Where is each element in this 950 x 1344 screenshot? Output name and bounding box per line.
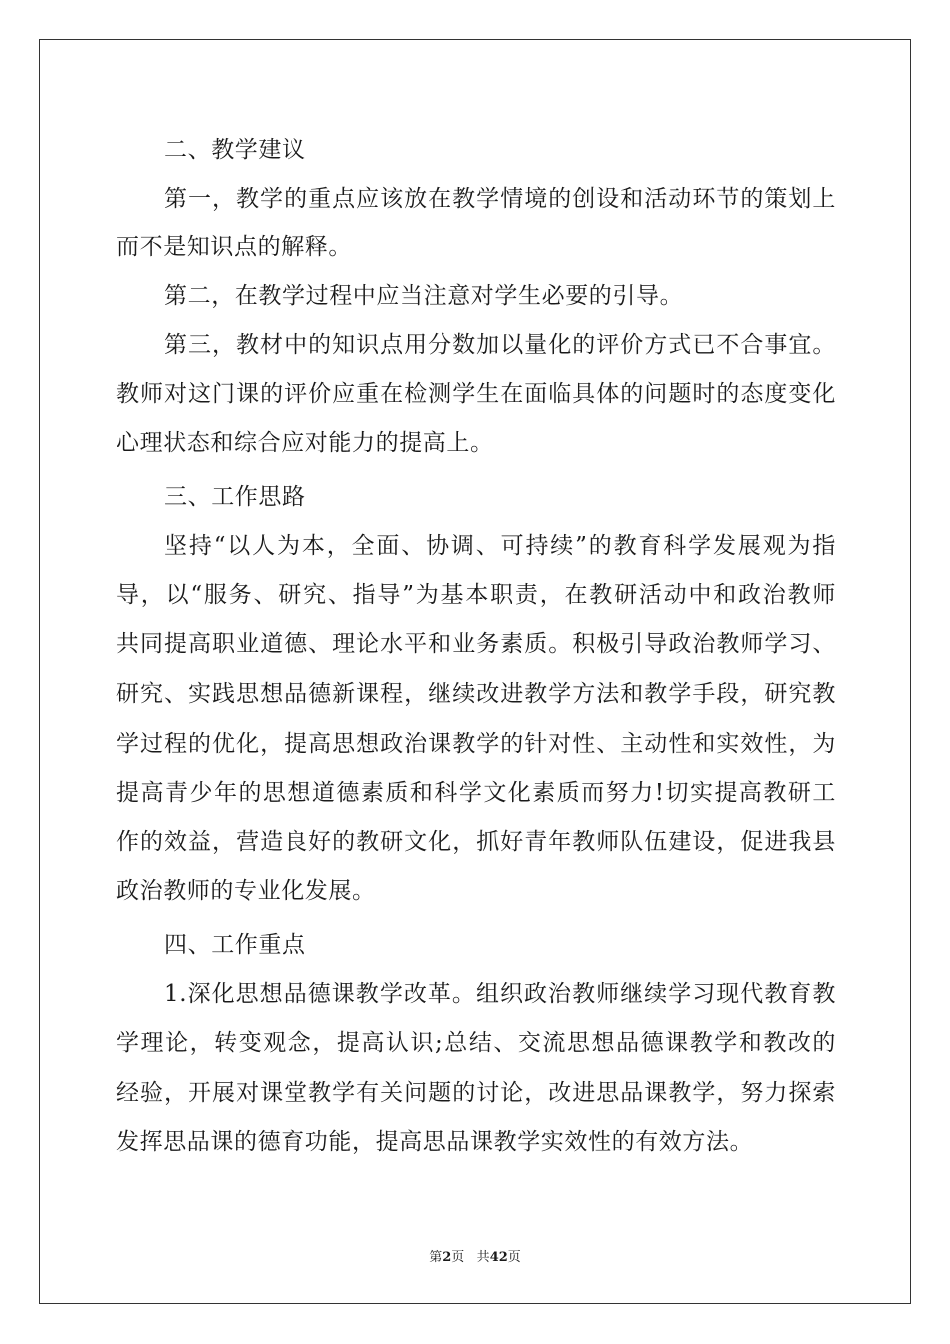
paragraph-line: 心理状态和综合应对能力的提高上。: [116, 430, 494, 456]
paragraph-line: 教师对这门课的评价应重在检测学生在面临具体的问题时的态度变化: [116, 381, 836, 407]
page-label-suffix: 页: [451, 1250, 465, 1265]
paragraph-line: 第一，教学的重点应该放在教学情境的创设和活动环节的策划上: [164, 186, 836, 212]
paragraph-line: 学过程的优化，提高思想政治课教学的针对性、主动性和实效性，为: [116, 731, 836, 757]
paragraph-line: 第三，教材中的知识点用分数加以量化的评价方式已不合事宜。: [164, 332, 836, 358]
total-page-number: 42: [489, 1250, 508, 1265]
paragraph-line: 坚持“以人为本，全面、协调、可持续”的教育科学发展观为指: [164, 533, 836, 559]
paragraph-line: 作的效益，营造良好的教研文化，抓好青年教师队伍建设，促进我县: [116, 829, 836, 855]
paragraph-line: 共同提高职业道德、理论水平和业务素质。积极引导政治教师学习、: [116, 631, 836, 657]
paragraph-line: 发挥思品课的德育功能，提高思品课教学实效性的有效方法。: [116, 1129, 754, 1155]
total-label-prefix: 共: [476, 1250, 490, 1265]
section-heading-work-ideas: 三、工作思路: [164, 484, 306, 510]
section-heading-work-focus: 四、工作重点: [164, 932, 306, 958]
total-label-suffix: 页: [507, 1250, 521, 1265]
paragraph-line: 而不是知识点的解释。: [116, 234, 352, 260]
paragraph-line: 第二，在教学过程中应当注意对学生必要的引导。: [164, 283, 684, 309]
paragraph-line: 提高青少年的思想道德素质和科学文化素质而努力!切实提高教研工: [116, 780, 836, 806]
paragraph-line: 研究、实践思想品德新课程，继续改进教学方法和教学手段，研究教: [116, 681, 836, 707]
paragraph-line: 学理论，转变观念，提高认识;总结、交流思想品德课教学和教改的: [116, 1030, 836, 1056]
paragraph-line: 导，以“服务、研究、指导”为基本职责，在教研活动中和政治教师: [116, 582, 836, 608]
section-heading-teaching-advice: 二、教学建议: [164, 137, 306, 163]
current-page-number: 2: [442, 1250, 452, 1265]
page-number-footer: [0, 1249, 950, 1267]
paragraph-line: 1.深化思想品德课教学改革。组织政治教师继续学习现代教育教: [164, 981, 836, 1007]
paragraph-line: 经验，开展对课堂教学有关问题的讨论，改进思品课教学，努力探索: [116, 1080, 836, 1106]
paragraph-line: 政治教师的专业化发展。: [116, 878, 376, 904]
page-label-prefix: 第: [429, 1250, 443, 1265]
